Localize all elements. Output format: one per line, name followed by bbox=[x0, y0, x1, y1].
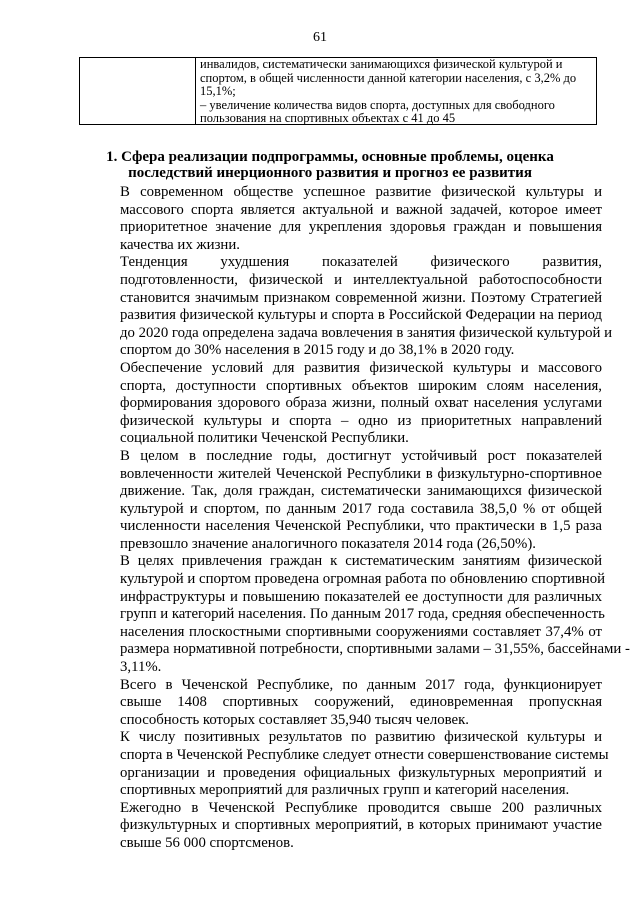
text-line: до 2020 года определена задача вовлечения в занятия физической культурой и bbox=[120, 324, 613, 341]
body-text bbox=[91, 184, 630, 853]
paragraph bbox=[91, 800, 602, 853]
text-line: развития физической культуры и спорта в Российской Федерации на период bbox=[120, 307, 602, 324]
text-line: социальной политики Чеченской Республики. bbox=[120, 430, 409, 447]
text-line: Всего в Чеченской Республике, по данным 2017 года, функционирует bbox=[120, 676, 602, 693]
text-line: инфраструктуры и повышению показателей ее доступности для различных bbox=[120, 588, 602, 605]
text-line: массового спорта является актуальной и важной задачей, которое имеет bbox=[120, 201, 602, 218]
heading-line: 1. Сфера реализации подпрограммы, основные проблемы, оценка bbox=[106, 149, 554, 165]
paragraph bbox=[91, 448, 602, 554]
paragraph bbox=[91, 729, 609, 799]
text-line: спортом до 30% населения в 2015 году и до 38,1% в 2020 году. bbox=[120, 342, 515, 359]
table-line: – увеличение количества видов спорта, доступных для свободного bbox=[200, 97, 555, 112]
table-line: спортом, в общей численности данной категории населения, с 3,2% до bbox=[200, 70, 577, 85]
paragraph bbox=[91, 254, 613, 360]
text-line: движение. Так, доля граждан, систематически занимающихся физической bbox=[120, 483, 602, 500]
text-line: физической культуры и спорта – одно из приоритетных направлений bbox=[120, 412, 602, 429]
paragraph bbox=[91, 677, 602, 730]
text-line: свыше 56 000 спортсменов. bbox=[120, 834, 294, 851]
text-line: вовлеченности жителей Чеченской Республики в физкультурно-спортивное bbox=[120, 465, 602, 482]
text-line: свыше 1408 спортивных сооружений, единовременная пропускная bbox=[120, 694, 602, 711]
paragraph bbox=[91, 553, 630, 676]
table-empty-cell bbox=[80, 58, 196, 124]
text-line: становится значимым признаком современной жизни. Поэтому Стратегией bbox=[120, 289, 602, 306]
text-line: физкультурных и спортивных мероприятий, в которых принимают участие bbox=[120, 817, 602, 834]
text-line: подготовленности, физической и интеллектуальной работоспособности bbox=[120, 271, 602, 288]
text-line: качества их жизни. bbox=[120, 236, 240, 253]
table-line: пользования на спортивных объектах с 41 до 45 bbox=[200, 111, 456, 126]
text-line: размера нормативной потребности, спортивными залами – 31,55%, бассейнами - bbox=[120, 641, 630, 658]
text-line: культурой и спортом проведена огромная работа по обновлению спортивной bbox=[120, 571, 606, 588]
text-line: В целях привлечения граждан к систематическим занятиям физической bbox=[120, 553, 602, 570]
text-line: формирования здорового образа жизни, полный охват населения услугами bbox=[120, 395, 602, 412]
paragraph bbox=[91, 360, 602, 448]
text-line: способность которых составляет 35,940 тысяч человек. bbox=[120, 711, 469, 728]
text-line: К числу позитивных результатов по развитию физической культуры и bbox=[120, 729, 602, 746]
text-line: спорта в Чеченской Республике следует отнести совершенствование системы bbox=[120, 747, 609, 763]
text-line: приоритетное значение для укрепления здоровья граждан и повышения bbox=[120, 219, 602, 236]
text-line: численности населения Чеченской Республики, что практически в 1,5 раза bbox=[120, 518, 602, 535]
text-line: культурой и спортом, по данным 2017 года составила 38,5,0 % от общей bbox=[120, 500, 602, 517]
table-line: инвалидов, систематически занимающихся физической культурой и bbox=[200, 57, 563, 71]
heading-line: последствий инерционного развития и прогноз ее развития bbox=[128, 165, 532, 181]
text-line: превзошло значение аналогичного показателя 2014 года (26,50%). bbox=[120, 535, 537, 552]
text-line: Обеспечение условий для развития физической культуры и массового bbox=[120, 359, 602, 376]
text-line: спорта, доступности спортивных объектов широким слоям населения, bbox=[120, 377, 602, 394]
text-line: В современном обществе успешное развитие физической культуры и bbox=[120, 184, 602, 200]
text-line: В целом в последние годы, достигнут устойчивый рост показателей bbox=[120, 447, 602, 464]
paragraph bbox=[91, 184, 602, 254]
page-number: 61 bbox=[313, 30, 327, 45]
section-heading bbox=[60, 149, 600, 181]
text-line: спортивных мероприятий для различных групп и категорий населения. bbox=[120, 782, 570, 799]
table-fragment bbox=[79, 57, 597, 125]
table-text-cell bbox=[196, 58, 596, 124]
text-line: организации и проведения официальных физкультурных мероприятий и bbox=[120, 764, 602, 781]
text-line: населения плоскостными спортивными сооружениями составляет 37,4% от bbox=[120, 623, 602, 640]
text-line: групп и категорий населения. По данным 2017 года, средняя обеспеченность bbox=[120, 606, 605, 623]
text-line: Ежегодно в Чеченской Республике проводится свыше 200 различных bbox=[120, 799, 602, 816]
text-line: Тенденция ухудшения показателей физического развития, bbox=[120, 254, 602, 271]
text-line: 3,11%. bbox=[120, 659, 162, 676]
table-line: 15,1%; bbox=[200, 84, 236, 99]
